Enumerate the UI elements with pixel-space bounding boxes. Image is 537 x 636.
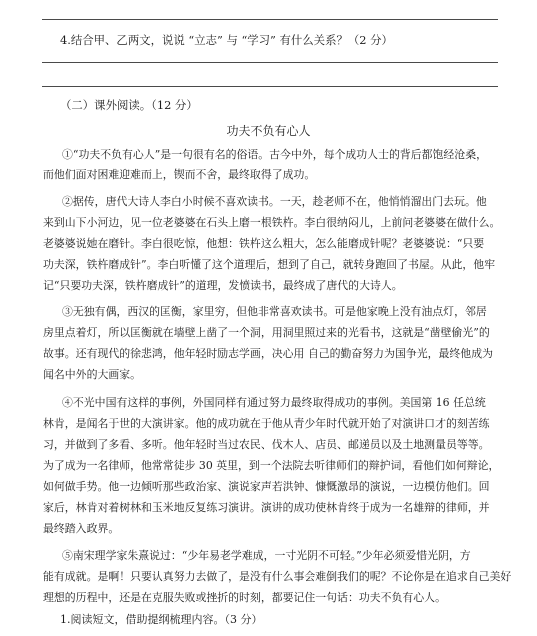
paragraph-2-line-1: ②据传，唐代大诗人李白小时候不喜欢读书。一天，趁老师不在，他悄悄溜出门去玩。他 — [62, 195, 487, 208]
paragraph-1-line-1: ①“功夫不负有心人”是一句很有名的俗语。古今中外，每个成功人士的背后都饱经沧桑， — [62, 148, 487, 161]
paragraph-3-line-2: 房里点着灯，所以匡衡就在墙壁上凿了一个洞，用洞里照过来的光看书，这就是“凿壁偷光”的 — [43, 326, 490, 339]
question-4: 4.结合甲、乙两文，说说 “立志” 与 “学习” 有什么关系？（2 分） — [60, 33, 393, 47]
paragraph-3-line-4: 闻名中外的大画家。 — [43, 368, 142, 381]
paragraph-3-line-3: 故事。还有现代的徐悲鸿，他年轻时励志学画，决心用 自己的勤奋努力为国争光，最终他成为 — [43, 347, 493, 360]
paragraph-2-line-3: 老婆婆说她在磨针。李白很吃惊，他想：铁杵这么粗大，怎么能磨成针呢？老婆婆说：“只要 — [43, 237, 485, 250]
paragraph-2-line-4: 功夫深，铁杵磨成针”。李白听懂了这个道理后，想到了自己，就转身跑回了书屋。从此，他牢 — [43, 258, 496, 271]
paragraph-4-line-7: 最终踏入政界。 — [43, 522, 120, 535]
paragraph-3-line-1: ③无独有偶，西汉的匡衡，家里穷，但他非常喜欢读书。可是他家晚上没有油点灯，邻居 — [62, 305, 487, 318]
top-answer-line — [42, 19, 498, 20]
paragraph-5-line-3: 理想的历程中，还是在克服失败或挫折的时刻，都要记住一句话：功夫不负有心人。 — [43, 591, 446, 604]
paragraph-5-line-1: ⑤南宋理学家朱熹说过：“少年易老学难成，一寸光阴不可轻。”少年必须爱惜光阴，方 — [62, 549, 471, 562]
paragraph-4-line-6: 家后，林肯对着树林和玉米地反复练习演讲。演讲的成功使林肯终于成为一名雄辩的律师，并 — [43, 501, 490, 514]
paragraph-1-line-2: 而他们面对困难迎难而上，锲而不舍，最终取得了成功。 — [43, 168, 316, 181]
paragraph-4-line-1: ④不光中国有这样的事例，外国同样有通过努力最终取得成功的事例。美国第 16 任总统 — [62, 396, 486, 409]
section-heading: （二）课外阅读。（12 分） — [60, 98, 198, 112]
paragraph-2-line-2: 来到山下小河边，见一位老婆婆在石头上磨一根铁杵。李白很纳闷儿，上前问老婆婆在做什么。 — [43, 216, 501, 229]
paragraph-5-line-2: 能有成就。是啊！只要认真努力去做了，是没有什么事会难倒我们的呢？不论你是在追求自己美好 — [43, 570, 512, 583]
paragraph-4-line-3: 习，并做到了多看、多听。他年轻时当过农民、伐木人、店员、邮递员以及土地测量员等等。 — [43, 438, 490, 451]
paragraph-4-line-2: 林肯，是闻名于世的大演讲家。他的成功就在于他从青少年时代就开始了对演讲口才的刻苦练 — [43, 417, 490, 430]
question-1: 1.阅读短文，借助提纲梳理内容。（3 分） — [60, 613, 263, 626]
paragraph-4-line-5: 如何做手势。他一边倾听那些政治家、演说家声若洪钟、慷慨激昂的演说，一边模仿他们。回 — [43, 480, 490, 493]
article-title: 功夫不负有心人 — [226, 124, 311, 138]
paragraph-2-line-5: 记“只要功夫深，铁杵磨成针”的道理，发愤读书，最终成了唐代的大诗人。 — [43, 279, 403, 292]
answer-line-1 — [42, 62, 498, 63]
answer-line-2 — [42, 86, 498, 87]
paragraph-4-line-4: 为了成为一名律师，他常常徒步 30 英里，到一个法院去听律师们的辩护词，看他们如何辩论， — [43, 459, 500, 472]
